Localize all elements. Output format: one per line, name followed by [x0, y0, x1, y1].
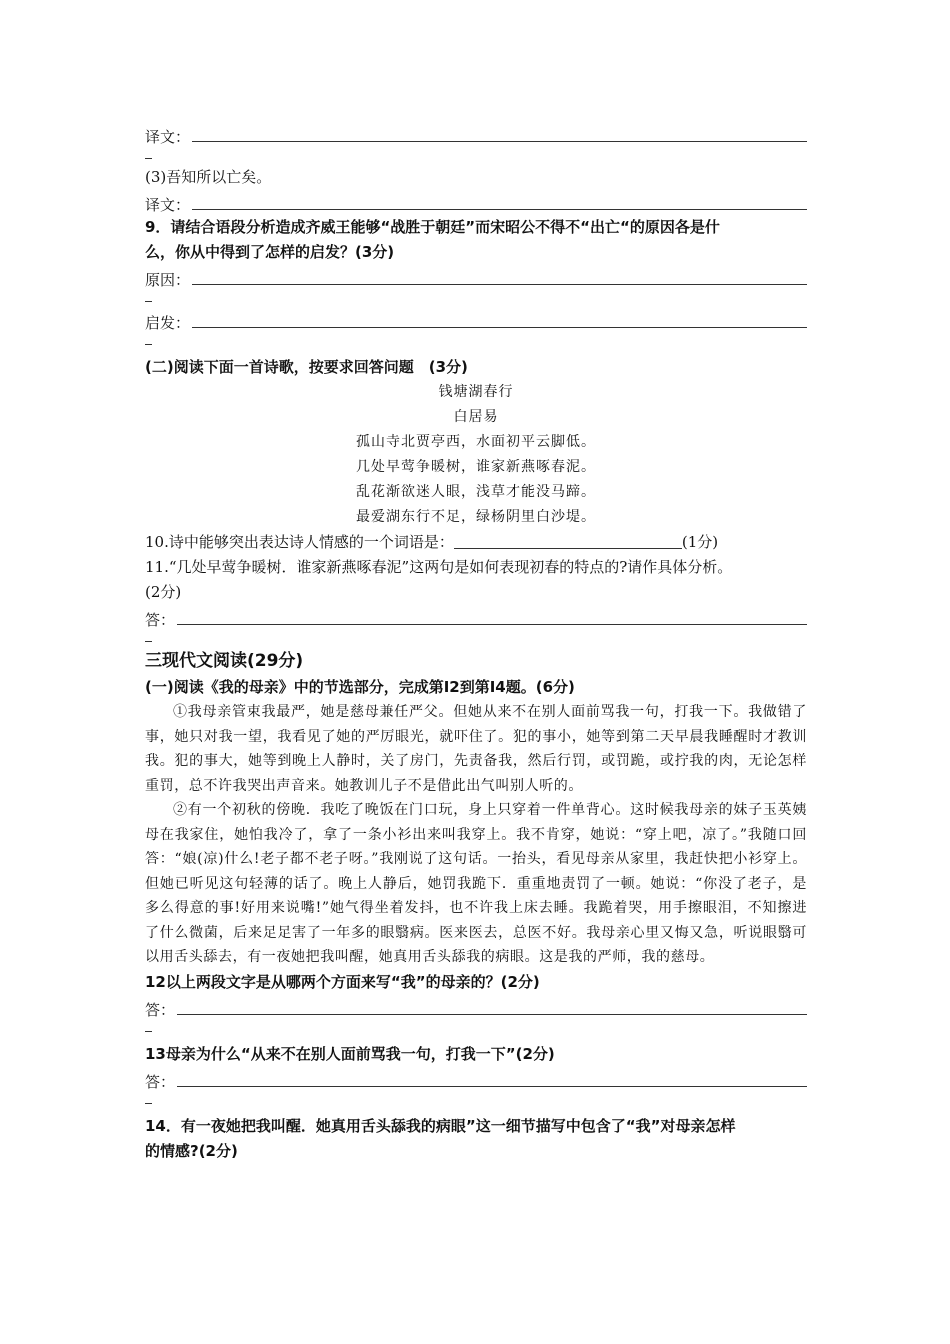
question-12: 12以上两段文字是从哪两个方面来写“我”的母亲的？(2分): [145, 972, 540, 991]
answer-line[interactable]: [177, 998, 807, 1015]
part-3-title: 三现代文阅读(29分): [145, 651, 304, 671]
answer-line[interactable]: [177, 608, 807, 625]
question-12-answer-row: [145, 995, 807, 1020]
question-11-line-1: 11.“几处早莺争暖树．谁家新燕啄春泥”这两句是如何表现初春的特点的?请作具体分析。: [145, 558, 733, 576]
answer-line[interactable]: [177, 1070, 807, 1087]
classical-item-3: (3)吾知所以亡矣。: [145, 168, 272, 186]
question-9-line-2: 么，你从中得到了怎样的启发？(3分): [145, 243, 395, 261]
line-tail: [145, 290, 807, 308]
poem-author: 白居易: [453, 409, 499, 425]
translation-label: 译文：: [145, 196, 191, 214]
reason-label: 原因：: [145, 271, 191, 289]
passage-paragraph-2: ②有一个初秋的傍晚．我吃了晚饭在门口玩，身上只穿着一件单背心。这时候我母亲的妹子玉英姨母在我家住，她怕我冷了，拿了一条小衫出来叫我穿上。我不肯穿，她说：“穿上吧，凉了。”我随口回答：“娘(凉)什么!老子都不老子呀。”我刚说了这句话。一抬头，看见母亲从家里，我赶快把小衫穿上。但她已听见这句轻薄的话了。晚上人静后，她罚我跪下．重重地责罚了一顿。她说：“你没了老子，是多么得意的事!好用来说嘴!”她气得坐着发抖，也不许我上床去睡。我跪着哭，用手擦眼泪，不知擦进了什么微菌，后来足足害了一年多的眼翳病。医来医去，总医不好。我母亲心里又悔又急，听说眼翳可以用舌头舔去，有一夜她把我叫醒，她真用舌头舔我的病眼。这是我的严师，我的慈母。: [145, 802, 807, 965]
line-tail: [145, 333, 807, 351]
poem-line: 乱花渐欲迷人眼，浅草才能没马蹄。: [356, 484, 596, 500]
answer-label: 答：: [145, 611, 176, 629]
question-11-answer-row: [145, 605, 807, 630]
question-14-line-1: 14．有一夜她把我叫醒．她真用舌头舔我的病眼”这一细节描写中包含了“我”对母亲怎样: [145, 1116, 736, 1135]
insight-label: 启发：: [145, 314, 191, 332]
line-tail: [145, 630, 807, 648]
answer-line[interactable]: [192, 268, 807, 285]
question-10: [145, 530, 807, 555]
question-11-line-2: (2分): [145, 583, 182, 601]
translation-answer-row-2: [145, 190, 807, 215]
question-14-line-2: 的情感?(2分): [145, 1141, 238, 1160]
question-10-text: 10.诗中能够突出表达诗人情感的一个词语是：: [145, 533, 454, 551]
line-tail: [145, 1092, 807, 1110]
translation-answer-row-1: [145, 122, 807, 147]
answer-line[interactable]: [192, 193, 807, 210]
answer-line[interactable]: [192, 311, 807, 328]
question-10-score: (1分): [681, 533, 719, 551]
insight-answer-row: [145, 308, 807, 333]
translation-label: 译文：: [145, 128, 191, 146]
answer-label: 答：: [145, 1072, 176, 1091]
poem-line: 最爱湖东行不足，绿杨阴里白沙堤。: [356, 509, 596, 525]
part-3-sub-heading: (一)阅读《我的母亲》中的节选部分，完成第I2到第I4题。(6分): [145, 678, 575, 696]
answer-label: 答：: [145, 1000, 176, 1019]
question-13-answer-row: [145, 1067, 807, 1092]
question-13: 13母亲为什么“从来不在别人面前骂我一句，打我一下”(2分): [145, 1044, 555, 1063]
reason-answer-row: [145, 265, 807, 290]
poem-line: 几处早莺争暖树，谁家新燕啄春泥。: [356, 459, 596, 475]
question-9-line-1: 9．请结合语段分析造成齐威王能够“战胜于朝廷”而宋昭公不得不“出亡“的原因各是什: [145, 218, 720, 236]
part-2-heading: (二)阅读下面一首诗歌，按要求回答问题 (3分): [145, 358, 468, 376]
poem-title: 钱塘湖春行: [438, 384, 514, 400]
poem-line: 孤山寺北贾亭西，水面初平云脚低。: [356, 434, 596, 450]
passage-paragraph-1: ①我母亲管束我最严，她是慈母兼任严父。但她从来不在别人面前骂我一句，打我一下。我做错了事，她只对我一望，我看见了她的严厉眼光，就吓住了。犯的事小，她等到第二天早晨我睡醒时才教训我。犯的事大，她等到晚上人静时，关了房门，先责备我，然后行罚，或罚跪，或拧我的肉，无论怎样重罚，总不许我哭出声音来。她教训儿子不是借此出气叫别人听的。: [145, 704, 807, 794]
exam-page: [145, 122, 807, 1164]
line-tail: [145, 147, 807, 165]
answer-line[interactable]: [192, 125, 807, 142]
fill-blank[interactable]: [454, 534, 682, 549]
line-tail: [145, 1020, 807, 1038]
